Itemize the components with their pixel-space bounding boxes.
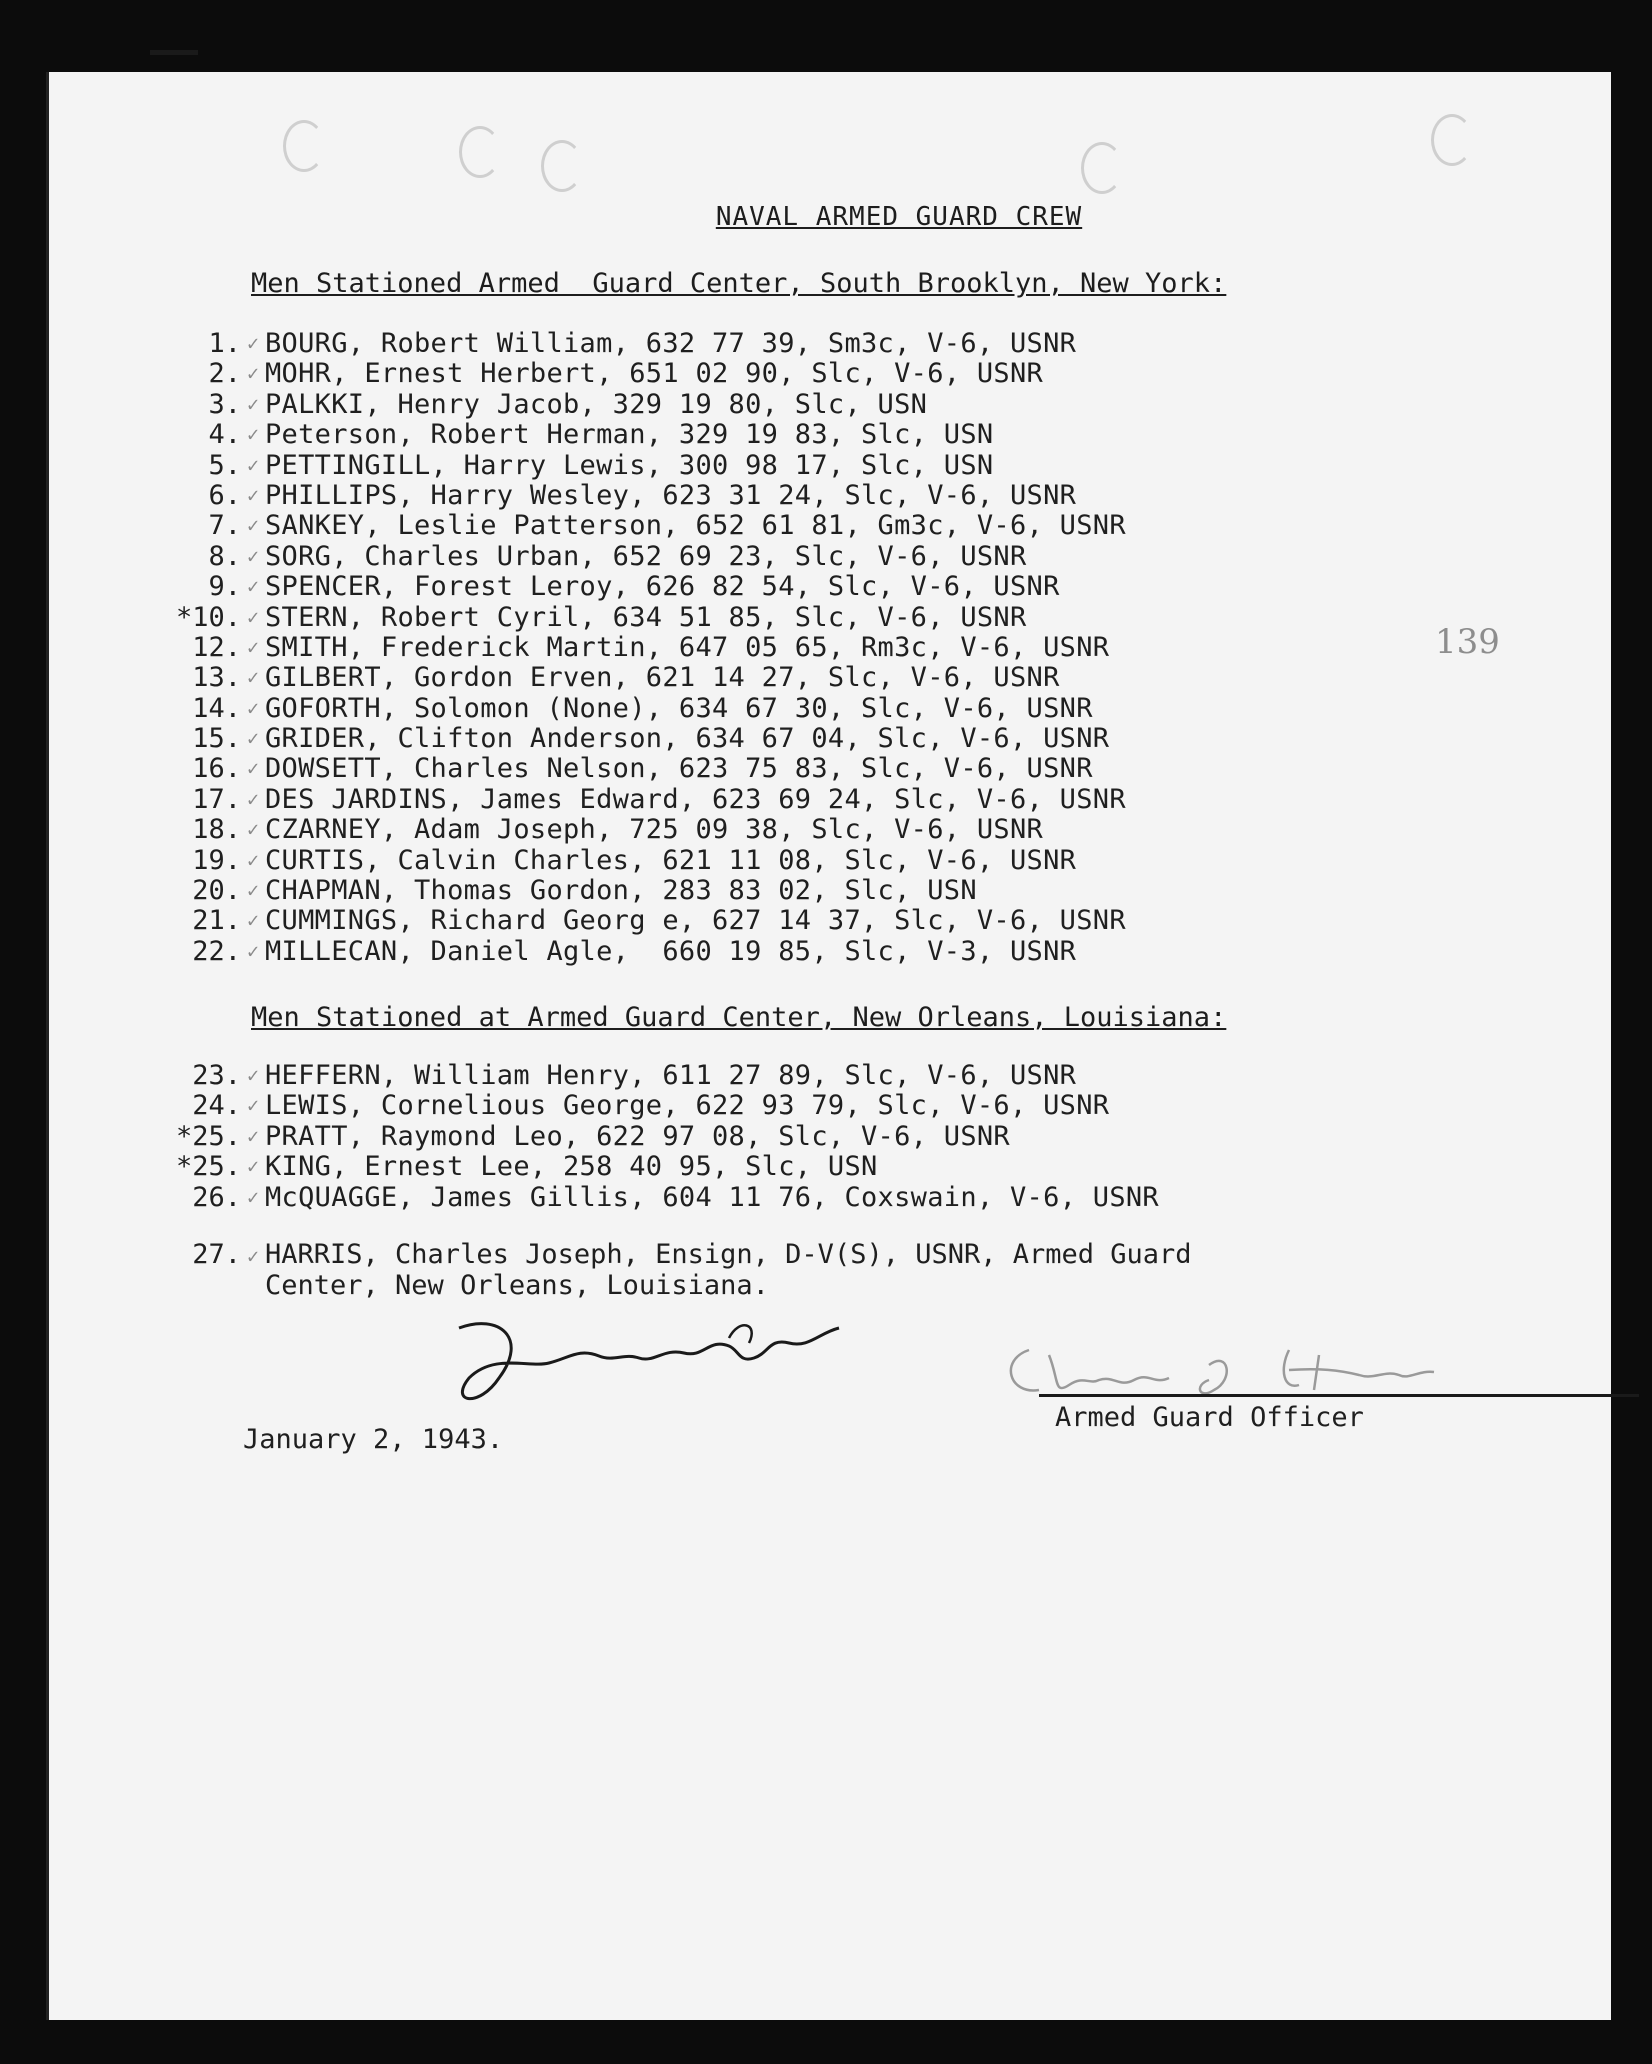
section-heading-new-orleans: Men Stationed at Armed Guard Center, New Orleans, Louisiana: bbox=[251, 1002, 1227, 1033]
signature-line bbox=[1039, 1394, 1639, 1397]
crew-member-entry: DOWSETT, Charles Nelson, 623 75 83, Slc, V-6, USNR bbox=[265, 753, 1093, 785]
entry-number: 14. bbox=[192, 692, 241, 724]
entry-number: 12. bbox=[192, 631, 241, 663]
entry-number: 13. bbox=[192, 662, 241, 694]
entry-number: 19. bbox=[192, 844, 241, 876]
check-mark-icon: ✓ bbox=[247, 422, 260, 447]
list-item bbox=[171, 662, 1126, 692]
list-item bbox=[171, 875, 1126, 905]
check-mark-icon: ✓ bbox=[247, 756, 260, 781]
crew-member-entry: McQUAGGE, James Gillis, 604 11 76, Coxswain, V-6, USNR bbox=[265, 1181, 1159, 1213]
list-item bbox=[171, 1151, 1159, 1181]
crew-member-entry: PALKKI, Henry Jacob, 329 19 80, Slc, USN bbox=[265, 388, 928, 420]
entry-number: 3. bbox=[208, 388, 241, 420]
crew-member-entry: LEWIS, Cornelious George, 622 93 79, Slc, V-6, USNR bbox=[265, 1090, 1110, 1122]
punch-hole bbox=[1431, 114, 1473, 166]
check-mark-icon: ✓ bbox=[247, 1093, 260, 1118]
check-mark-icon: ✓ bbox=[247, 574, 260, 599]
check-mark-icon: ✓ bbox=[247, 786, 260, 811]
check-mark-icon: ✓ bbox=[247, 1123, 260, 1148]
check-mark-icon: ✓ bbox=[247, 1244, 260, 1268]
check-mark-icon: ✓ bbox=[247, 847, 260, 872]
crew-member-entry: HEFFERN, William Henry, 611 27 89, Slc, V-6, USNR bbox=[265, 1060, 1077, 1091]
crew-member-entry: CZARNEY, Adam Joseph, 725 09 38, Slc, V-6, USNR bbox=[265, 814, 1044, 846]
check-mark-icon: ✓ bbox=[247, 543, 260, 568]
crew-member-entry: PETTINGILL, Harry Lewis, 300 98 17, Slc, USN bbox=[265, 449, 994, 481]
crew-member-entry: SORG, Charles Urban, 652 69 23, Slc, V-6, USNR bbox=[265, 540, 1027, 572]
entry-number: 27. bbox=[192, 1239, 241, 1270]
crew-member-entry: PRATT, Raymond Leo, 622 97 08, Slc, V-6, USNR bbox=[265, 1120, 1010, 1152]
check-mark-icon: ✓ bbox=[247, 482, 260, 507]
list-item bbox=[171, 510, 1126, 540]
list-item bbox=[171, 1090, 1159, 1120]
ensign-entry bbox=[171, 1240, 1371, 1301]
entry-number: 17. bbox=[192, 783, 241, 815]
crew-member-entry: STERN, Robert Cyril, 634 51 85, Slc, V-6, USNR bbox=[265, 601, 1027, 633]
list-item bbox=[171, 328, 1126, 358]
check-mark-icon: ✓ bbox=[247, 331, 260, 355]
entry-number: 21. bbox=[192, 905, 241, 937]
entry-number: 7. bbox=[208, 510, 241, 542]
ensign-line-1: HARRIS, Charles Joseph, Ensign, D-V(S), USNR, Armed Guard bbox=[265, 1239, 1192, 1270]
check-mark-icon: ✓ bbox=[247, 1063, 260, 1087]
check-mark-icon: ✓ bbox=[247, 817, 260, 842]
punch-hole bbox=[1081, 142, 1123, 194]
list-item bbox=[171, 845, 1126, 875]
crew-member-entry: SPENCER, Forest Leroy, 626 82 54, Slc, V-6, USNR bbox=[265, 571, 1060, 603]
document-page bbox=[46, 72, 1611, 2020]
list-item bbox=[171, 1182, 1159, 1212]
list-item bbox=[171, 936, 1126, 966]
check-mark-icon: ✓ bbox=[247, 665, 260, 690]
check-mark-icon: ✓ bbox=[247, 1154, 260, 1179]
crew-member-entry: CUMMINGS, Richard Georg e, 627 14 37, Slc, V-6, USNR bbox=[265, 905, 1126, 937]
entry-number: 6. bbox=[208, 479, 241, 511]
crew-member-entry: MOHR, Ernest Herbert, 651 02 90, Slc, V-6, USNR bbox=[265, 358, 1044, 390]
check-mark-icon: ✓ bbox=[247, 391, 260, 416]
list-item bbox=[171, 358, 1126, 388]
crew-list-brooklyn bbox=[171, 328, 1126, 966]
check-mark-icon: ✓ bbox=[247, 878, 260, 903]
entry-number: 22. bbox=[192, 935, 241, 967]
list-item bbox=[171, 450, 1126, 480]
crew-member-entry: CHAPMAN, Thomas Gordon, 283 83 02, Slc, USN bbox=[265, 875, 977, 907]
document-date: January 2, 1943. bbox=[243, 1424, 504, 1455]
ensign-line-2: Center, New Orleans, Louisiana. bbox=[265, 1270, 769, 1301]
crew-member-entry: MILLECAN, Daniel Agle, 660 19 85, Slc, V-3, USNR bbox=[265, 935, 1077, 967]
punch-hole bbox=[541, 140, 583, 192]
crew-member-entry: KING, Ernest Lee, 258 40 95, Slc, USN bbox=[265, 1151, 878, 1183]
crew-member-entry: SMITH, Frederick Martin, 647 05 65, Rm3c, V-6, USNR bbox=[265, 631, 1110, 663]
entry-number: 9. bbox=[208, 571, 241, 603]
check-mark-icon: ✓ bbox=[247, 1184, 260, 1209]
crew-member-entry: DES JARDINS, James Edward, 623 69 24, Slc, V-6, USNR bbox=[265, 783, 1126, 815]
check-mark-icon: ✓ bbox=[247, 908, 260, 933]
list-item bbox=[171, 419, 1126, 449]
check-mark-icon: ✓ bbox=[247, 513, 260, 538]
crew-member-entry: GILBERT, Gordon Erven, 621 14 27, Slc, V-6, USNR bbox=[265, 662, 1060, 694]
entry-number: 23. bbox=[192, 1060, 241, 1091]
crew-member-entry: GRIDER, Clifton Anderson, 634 67 04, Slc, V-6, USNR bbox=[265, 723, 1110, 755]
check-mark-icon: ✓ bbox=[247, 938, 260, 963]
signature-right bbox=[989, 1340, 1489, 1410]
list-item bbox=[171, 389, 1126, 419]
crew-member-entry: BOURG, Robert William, 632 77 39, Sm3c, V-6, USNR bbox=[265, 328, 1077, 359]
entry-number: 16. bbox=[192, 753, 241, 785]
crew-member-entry: CURTIS, Calvin Charles, 621 11 08, Slc, V-6, USNR bbox=[265, 844, 1077, 876]
list-item bbox=[171, 602, 1126, 632]
crew-member-entry: Peterson, Robert Herman, 329 19 83, Slc, USN bbox=[265, 419, 994, 451]
signature-left bbox=[439, 1308, 859, 1418]
entry-number: *25. bbox=[175, 1120, 241, 1152]
check-mark-icon: ✓ bbox=[247, 634, 260, 659]
entry-number: 20. bbox=[192, 875, 241, 907]
list-item bbox=[171, 1060, 1159, 1090]
entry-number: 1. bbox=[208, 328, 241, 359]
check-mark-icon: ✓ bbox=[247, 452, 260, 477]
scan-edge-top bbox=[150, 50, 198, 55]
entry-number: *25. bbox=[175, 1151, 241, 1183]
punch-hole bbox=[459, 126, 501, 178]
section-heading-brooklyn: Men Stationed Armed Guard Center, South Brooklyn, New York: bbox=[251, 268, 1227, 299]
list-item bbox=[171, 905, 1126, 935]
list-item bbox=[171, 723, 1126, 753]
document-title: NAVAL ARMED GUARD CREW bbox=[715, 202, 1083, 232]
page-number: 139 bbox=[1435, 622, 1500, 662]
list-item bbox=[171, 753, 1126, 783]
check-mark-icon: ✓ bbox=[247, 361, 260, 386]
check-mark-icon: ✓ bbox=[247, 726, 260, 751]
crew-member-entry: PHILLIPS, Harry Wesley, 623 31 24, Slc, V-6, USNR bbox=[265, 479, 1077, 511]
officer-title: Armed Guard Officer bbox=[1055, 1402, 1364, 1433]
entry-number: 5. bbox=[208, 449, 241, 481]
check-mark-icon: ✓ bbox=[247, 604, 260, 629]
entry-number: *10. bbox=[175, 601, 241, 633]
crew-list-new-orleans bbox=[171, 1060, 1159, 1212]
punch-hole bbox=[283, 120, 325, 172]
list-item bbox=[171, 541, 1126, 571]
entry-number: 2. bbox=[208, 358, 241, 390]
list-item bbox=[171, 814, 1126, 844]
entry-number: 24. bbox=[192, 1090, 241, 1122]
list-item bbox=[171, 1121, 1159, 1151]
list-item bbox=[171, 693, 1126, 723]
entry-number: 8. bbox=[208, 540, 241, 572]
list-item bbox=[171, 480, 1126, 510]
check-mark-icon: ✓ bbox=[247, 695, 260, 720]
entry-number: 26. bbox=[192, 1181, 241, 1213]
list-item bbox=[171, 632, 1126, 662]
crew-member-entry: GOFORTH, Solomon (None), 634 67 30, Slc, V-6, USNR bbox=[265, 692, 1093, 724]
list-item bbox=[171, 784, 1126, 814]
entry-number: 18. bbox=[192, 814, 241, 846]
list-item bbox=[171, 571, 1126, 601]
entry-number: 15. bbox=[192, 723, 241, 755]
entry-number: 4. bbox=[208, 419, 241, 451]
crew-member-entry: SANKEY, Leslie Patterson, 652 61 81, Gm3c, V-6, USNR bbox=[265, 510, 1126, 542]
